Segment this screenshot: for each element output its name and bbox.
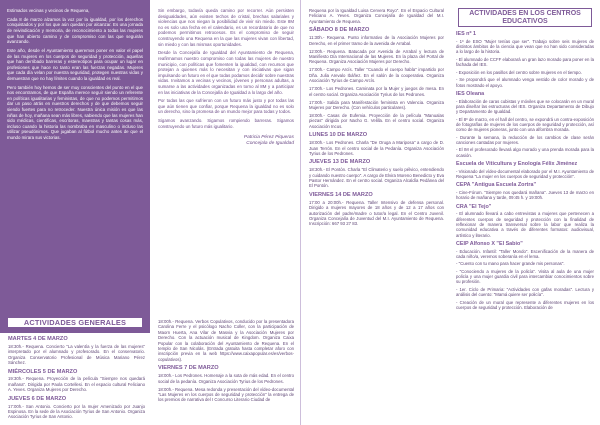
event-item: 17:00h.- San Antonio. Concierto por la mujer Amenizado por Juanjo Espinosa. En la sede de la Asociación Tyrius de San Antonio. Organiza Asociación Tyrius de San Antonio.	[8, 403, 145, 420]
school-name: CEPA "Antigua Escuela Zortra"	[456, 182, 536, 189]
activity-item: - 1er. Ciclo de Primaria: "Actividades con gafas moradas". Lectura y análisis del cuento: "Mamá quiere ser policía".	[456, 286, 594, 298]
event-item: 18:00h.- Requena. Verbos Copulativos, conducido por la presentadora Carolina Ferre y el psicólogo Nacho Coller, con la participación de Maorn Huerta, Ana Vilar de Masvia y la Asociación Mujeres por Derecho. Con la actuación musical de Kingdom. Organiza Caixa Popular con la colaboración del Ayuntamiento de Requena. En el templo de San Nicolás. (Entrada gratuita hasta completar aforo con inscripción previa en la web https://www.caixapopular.es/es/verbos-copulativos).	[158, 319, 294, 362]
activity-item: - Cine-Fórum. "Siempre nos quedará mañana". Jueves 13 de marzo en horario de mañana y tarde, 09:45 h. y 19:00h.	[456, 190, 594, 201]
event-item: 17:00h.- Salida para Manifestación feminista en Valencia. Organiza Mujeres por Derecho. (Con vehículos particulares).	[309, 99, 444, 110]
event-item: 11:30h.- Requena. Punto informativo de la Asociación Mujeres por Derecho, en el primer tramo de la avenida de Arrabal.	[309, 35, 444, 46]
activity-item: - El 8º de marzo, en el hall del centro, se expondrá un contra-exposición de fotografías de mujeres de los cuerpos de seguridad y protección, así como de mujeres pioneras, junto con una alfombra morada.	[456, 116, 594, 133]
activity-item: - Exposición en los pasillos del centro sobre mujeres en el tiempo.	[456, 69, 582, 75]
activity-item: - Creación de un mural que represente a diferentes mujeres en los cuerpos de seguridad y protección. Elaboración de	[456, 299, 594, 310]
school-name: IES Oleana	[456, 90, 485, 97]
general-activities-title: ACTIVIDADES GENERALES	[7, 317, 143, 328]
day-heading: VIERNES 7 DE MARZO	[158, 365, 219, 372]
event-item: 18:30h.- Requena. Concierto "La valentía y la fuerza de las mujeres" interpretado por el alumnado y profesorado. En el conservatorio. Organiza Conservatorio Profesional de Música Mariano Pérez Sánchez.	[8, 343, 145, 366]
activity-item: - Visionado del vídeo-documental elaborado por el M.I. Ayuntamiento de Requena "La mujer en los cuerpos de seguridad y protección".	[456, 168, 594, 180]
school-name: IES nº 1	[456, 31, 476, 38]
school-activities-title: ACTIVIDADES EN LOS CENTROS EDUCATIVOS	[458, 8, 592, 27]
paragraph: Estimados vecinas y vecinos de Requena,	[7, 8, 90, 13]
paragraph: Desde la Concejalía de Igualdad del Ayuntamiento de Requena, reafirmamos nuestro compromiso con todas las mujeres de nuestro municipio, con políticas que fomenten la igualdad, con recursos que protejan a quienes más lo necesitan y con iniciativas que sigan impulsando un futuro en el que todas podamos decidir sobre nuestras vidas. Invitamos a vecinas y vecinos, jóvenes y personas adultas, a sumarse a las actividades organizadas en torno al 8M y a participar en las iniciativas de la Concejalía de Igualdad a lo largo del año.	[158, 50, 294, 95]
event-item: 18:30h.- El Pontón. Charla "El Climaterio y suelo pélvico, entendiendo y cuidando nuestro cuerpo". A cargo de Elvira Moreno Benedicto y Eva Pastor Hernández. En el centro social. Organiza Alcaldía Pedánea del El Pontón.	[309, 167, 444, 189]
event-item: 18:00h.- Los Pedrones. Charla "De Oruga a Mariposa" a cargo de D. Juan Terrón. En el centro social de la Pedanía. Organiza Asociación Tyrius de los Pedrones.	[309, 140, 444, 156]
event-item: 18:00h.- Los Pedrones. Homenaje a la sota de más edad. En el centro social de la pedanía. Organiza Asociación Tyrius de los Pedrones.	[158, 373, 294, 384]
letter-text-right	[158, 8, 294, 129]
day-heading: MARTES 4 DE MARZO	[8, 336, 68, 342]
signature	[158, 135, 294, 147]
activity-item: - Durante la semana, la reducción de los cambios de clase serán canciones cantadas por mujeres.	[456, 134, 594, 145]
activity-item: - Elaboración de caras cubistas y móviles que se colocarán en un mural para diseñar las estructuras del IES. Organiza Departamento de Dibujo y Departamento de Igualdad.	[456, 98, 594, 115]
event-item: 18:00h.- Casas de Eufemia. Proyección de la película "Manualas piezas" dirigida por Nacho G. Velilla. En el centro social. Organiza Asociación Incus.	[309, 112, 444, 129]
paragraph: Por todas las que sufrieron con un futuro más justo y por todas las que aún tienen que confiar, porque Requena la igualdad no es solo un derecho, sino la promesa de un mundo mejor para todas y todos.	[158, 98, 294, 115]
signature-role: Concejala de Igualdad	[246, 141, 294, 147]
day-heading: MIÉRCOLES 5 DE MARZO	[8, 368, 78, 375]
activity-item: - "Conociendo a mujeres de la policía". Visita al aula de una mujer policía y una mujer guardia civil para intercambiar conocimientos sobre su profesión.	[456, 268, 594, 285]
letter-text-left	[7, 8, 143, 141]
day-heading: VIERNES 14 DE MARZO	[309, 191, 373, 198]
paragraph: Sigamos avanzando. Sigamos rompiendo barreras. Sigamos construyendo un futuro más igualitario.	[158, 118, 294, 129]
activity-item: - El IM el profesorado llevará algo morado y una prenda morada para la ocasión.	[456, 147, 594, 158]
fold-line	[300, 0, 301, 425]
day-heading: LUNES 10 DE MARZO	[309, 132, 368, 139]
event-item: 18:00h.- Requena. Mesa redonda y presentación del vídeo-documental "Las Mujeres en los cuerpos de seguridad y protección" la entrega de los premios de narrativa del I Concurso Literario Ciudad de	[158, 386, 294, 403]
day-heading: SÁBADO 8 DE MARZO	[309, 27, 370, 34]
paragraph: Cada 8 de marzo alzamos la voz por la igualdad, por los derechos conquistados y por los que aún quedan por alcanzar. Es una jornada de reivindicación y memoria, de reconocimiento a todas las mujeres que han abierto camino y de compromiso con las que seguirán avanzando.	[7, 16, 143, 45]
activity-item: - 1º de ESO "Mujer tenías que ser". Trabajo sobre seis mujeres de distintos ámbitos de la ciencia que vean que no han sido consideradas a lo largo de la historia.	[456, 38, 594, 55]
activity-item: - Educación. Infantil: "Taller Mondo". Escenificación de la manera de cada niño/a, veremos soberanía en el lema.	[456, 248, 594, 259]
panel-school-activities	[450, 0, 600, 425]
panel-events-continued	[300, 0, 450, 425]
school-name: Escuela de Viticultura y Enología Félix Jiménez	[456, 161, 578, 168]
signature-name: Patricia Pérez Piqueras	[243, 135, 294, 141]
activity-item: - El alumnado de CCFF elaborará un gran lazo morado para poner en la fachada del IES.	[456, 56, 594, 68]
school-name: CRA "El Tejo"	[456, 203, 492, 210]
event-item: 17:00h.- Los Pedrones. Caminata por la Mujer y juegos de mesa. En el centro social. Organiza Asociación Tyrius de los Pedrones.	[309, 86, 444, 97]
event-item: 17:00 a 20:00h.- Requena. Taller Intensivo de defensa personal. Dirigido a mujeres mayores de 18 años y de 12 a 17 años con autorización del padre/madre o tutor/a legal. En el Centro Juvenil. Organiza Concejalía de Juventud del M.I. Ayuntamiento de Requena. Inscripción: 667 93 27 83.	[309, 199, 444, 227]
event-item: 19:30h.- Requena. Proyección de la película "Siempre nos quedará mañana". Dirigida por Paola Cortellesi. En el espacio cultural Feliciano A. Yeves. Organiza Mujeres por Derecho.	[8, 376, 145, 393]
paragraph: Sin embargo, todavía queda camino por recorrer. Aún persisten desigualdades, aún existen techos de cristal, brechas salariales y violencias que nos niegan la posibilidad de vivir sin miedo. Este 8M no es solo una fecha en el calendario, es un recordatorio de que no podemos permitirnos retrocesos. Es el compromiso de seguir construyendo una Requena en la que las mujeres vivan con libertad, sin miedo y con las mismas oportunidades.	[158, 8, 294, 47]
activity-item: - Se propondrá que el alumnado venga vestido de color morado y de fotos mostrado el apoyo.	[456, 77, 594, 88]
activity-item: - El alumnado llevará a cabo entrevistas a mujeres que pertenecen a diferentes cuerpos de seguridad y protección con la finalidad de reflexionar de manera transversal sobre la labor que realiza la comunidad educativa a través de diferentes formatos: audiovisual, artístico y literario.	[456, 211, 594, 238]
general-activities-col2	[150, 316, 300, 425]
event-intro: Requena por la Igualdad Luisa Cervera Royo". En el Espacio Cultural Feliciano A. Yeves. Organiza Concejalía de Igualdad del M.I. Ayuntamiento de Requena.	[309, 8, 444, 24]
day-heading: JUEVES 6 DE MARZO	[8, 395, 67, 402]
paragraph: Este año, desde el Ayuntamiento queremos poner en valor el papel de las mujeres en los cuerpos de seguridad y protección, aquellas que han derribado barreras y estereotipos para ocupar un lugar en profesiones que hace no tanto eran las fuerzas negadas. Mujeres que cada día velan por nuestra seguridad, protegen nuestras vidas y demuestran que no hay límites cuando la igualdad es real.	[7, 47, 143, 81]
day-heading: JUEVES 13 DE MARZO	[309, 159, 371, 166]
paragraph: Pero también hoy hemos de ser muy conscientes del punto en el que nos encontramos, de que España merece seguir siendo un referente en políticas igualitarias y feministas, de que no podemos permitirnos dar un paso atrás en nuestros derechos y de que debemos seguir siendo fuertes para no retroceder. Nuestra única misión es que las niñas de hoy, mañana sean más libres, sabiendo que las mujeres han sido médicas, científicas, escritoras, maestras y tantas cosas más, incluso cuando la historia las nombraba en masculino o incluso las utilizar pseudónimos. Que jugaban al fútbol mucho antes de que el mundo mirara sus victorias.	[7, 84, 143, 141]
event-item: 17:00h.- Campo Arcís. Taller "Cuando el cuerpo habla" impartido por Dña. Julia Arevalo Ibáñez. En el salón de la cooperativa. Organiza Asociación Tyrius de Campo Arcís.	[309, 67, 444, 84]
general-activities-col1	[0, 333, 150, 425]
school-name: CEIP Alfonso X "El Sabio"	[456, 240, 523, 247]
activity-item: - "Cuento con tu mano para hacer grande mis personas".	[456, 261, 565, 267]
event-item: 12:00h.- Requena. Batucada por Avenida de Arrabal y lectura de Manifiesto Día Internacional de las Mujeres. En la plaza del Portal de Requena. Organiza Asociación Mujeres por Derecho.	[309, 48, 444, 65]
